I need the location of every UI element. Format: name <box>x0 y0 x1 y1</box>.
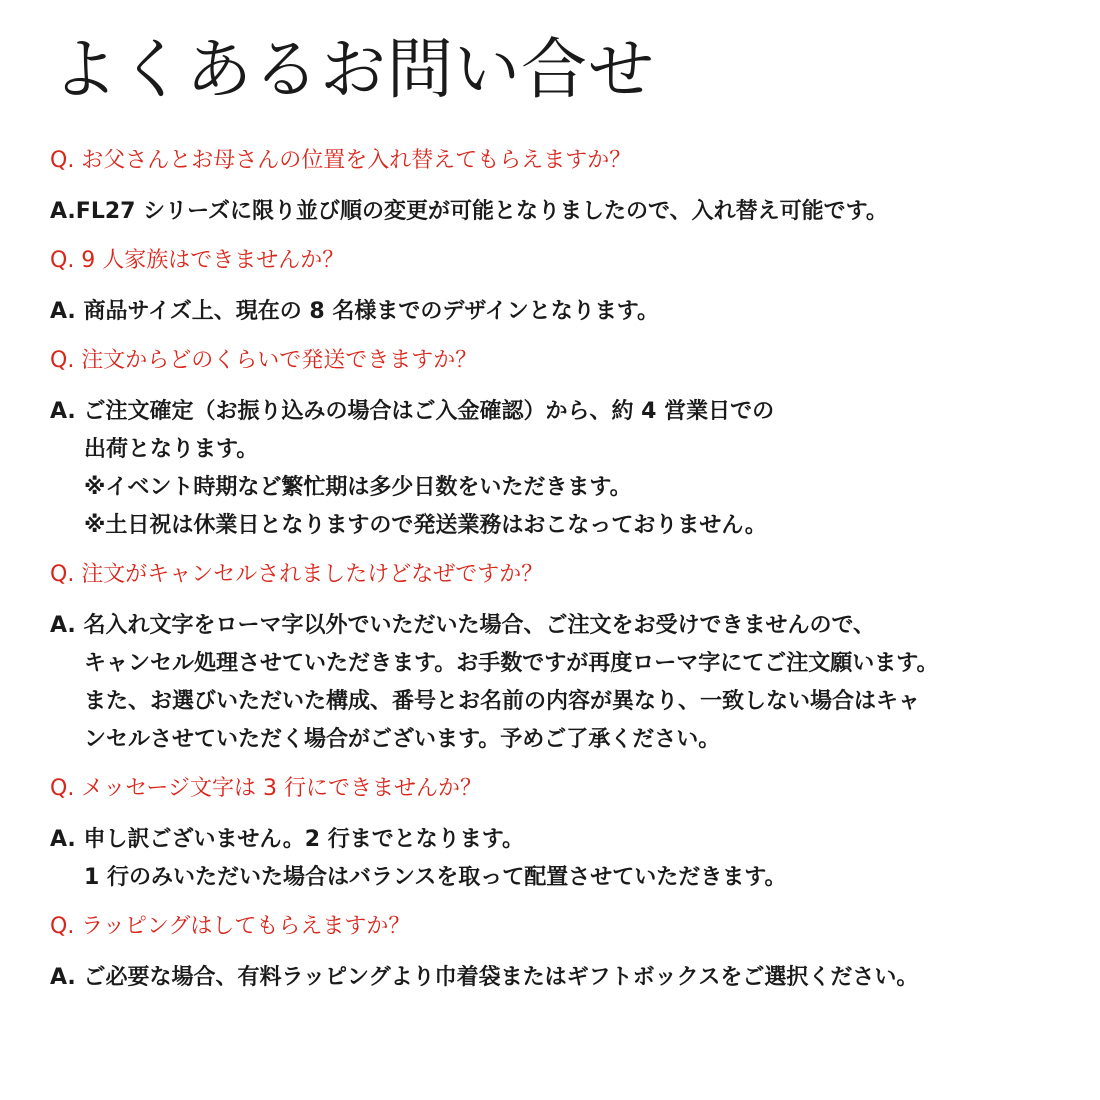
faq-answer-line: A. 申し訳ございません。2 行までとなります。 <box>50 827 524 852</box>
faq-item <box>50 907 1060 997</box>
faq-question: Q. ラッピングはしてもらえますか？ <box>50 914 411 939</box>
faq-item <box>50 555 1060 759</box>
faq-item <box>50 769 1060 897</box>
faq-answer <box>50 607 1060 759</box>
faq-answer-line: キャンセル処理させていただきます。お手数ですが再度ローマ字にてご注文願います。 <box>84 651 939 676</box>
faq-question: Q. 注文がキャンセルされましたけどなぜですか？ <box>50 562 544 587</box>
faq-answer-line: また、お選びいただいた構成、番号とお名前の内容が異なり、一致しない場合はキャ <box>84 689 921 714</box>
faq-list <box>50 141 1060 1007</box>
faq-answer <box>50 959 1060 997</box>
faq-item <box>50 141 1060 231</box>
faq-question: Q. 注文からどのくらいで発送できますか？ <box>50 348 478 373</box>
faq-answer <box>50 193 1060 231</box>
faq-item <box>50 241 1060 331</box>
faq-answer-line: A. ご注文確定（お振り込みの場合はご入金確認）から、約 4 営業日での <box>50 399 775 424</box>
faq-answer-line: A.FL27 シリーズに限り並び順の変更が可能となりましたので、入れ替え可能です。 <box>50 199 888 224</box>
faq-answer-line: ンセルさせていただく場合がございます。予めご了承ください。 <box>84 727 721 752</box>
faq-answer-line: 1 行のみいただいた場合はバランスを取って配置させていただきます。 <box>84 865 787 890</box>
faq-answer-line: A. 名入れ文字をローマ字以外でいただいた場合、ご注文をお受けできませんので、 <box>50 613 876 638</box>
faq-answer <box>50 393 1060 545</box>
faq-answer-line: A. ご必要な場合、有料ラッピングより巾着袋またはギフトボックスをご選択ください。 <box>50 965 919 990</box>
faq-answer-line: A. 商品サイズ上、現在の 8 名様までのデザインとなります。 <box>50 299 660 324</box>
faq-question: Q. 9 人家族はできませんか？ <box>50 248 345 273</box>
faq-answer-line: 出荷となります。 <box>84 437 259 462</box>
page-title: よくあるお問い合せ <box>52 31 655 108</box>
faq-question: Q. お父さんとお母さんの位置を入れ替えてもらえますか？ <box>50 148 632 173</box>
faq-answer <box>50 293 1060 331</box>
faq-answer-line: ※イベント時期など繁忙期は多少日数をいただきます。 <box>84 475 632 500</box>
faq-answer <box>50 821 1060 897</box>
faq-item <box>50 341 1060 545</box>
faq-question: Q. メッセージ文字は 3 行にできませんか？ <box>50 776 482 801</box>
faq-answer-line: ※土日祝は休業日となりますので発送業務はおこなっておりません。 <box>84 513 767 538</box>
